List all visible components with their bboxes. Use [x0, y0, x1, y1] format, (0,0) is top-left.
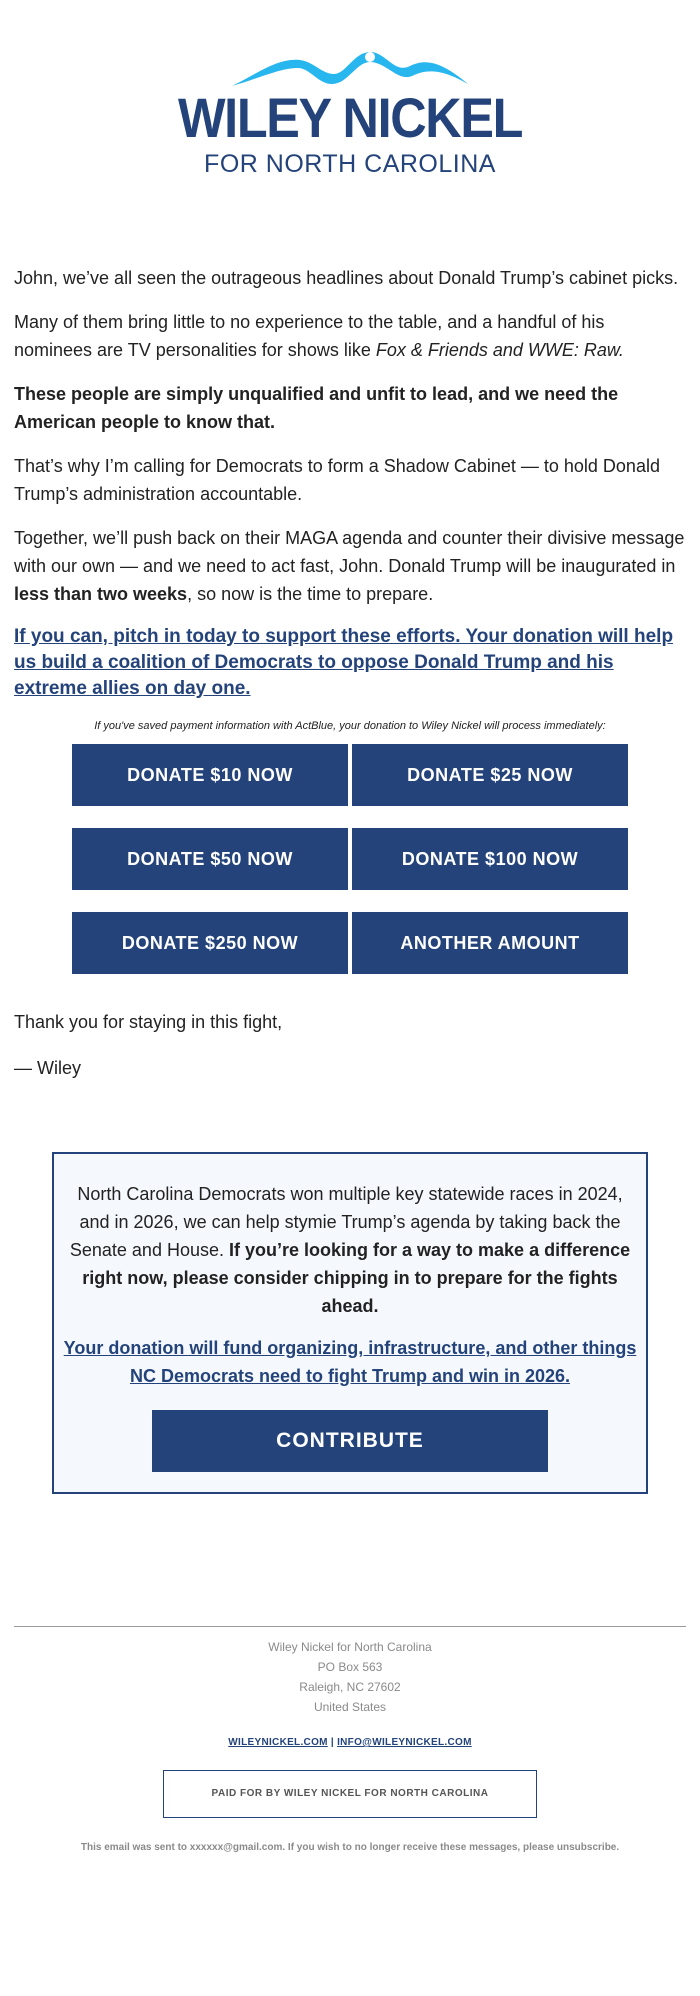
donate-100-button[interactable]: DONATE $100 NOW: [352, 828, 628, 890]
donation-cta-link[interactable]: If you can, pitch in today to support these efforts. Your donation will help us build a coalition of Democrats to oppose Donald Trump and his extreme allies on day one.: [14, 626, 674, 699]
actblue-note: If you've saved payment information with ActBlue, your donation to Wiley Nickel will process immediately:: [94, 720, 606, 732]
donate-10-button[interactable]: DONATE $10 NOW: [72, 744, 348, 806]
donate-250-button[interactable]: DONATE $250 NOW: [72, 912, 348, 974]
paragraph-shadow-cabinet: That’s why I’m calling for Democrats to form a Shadow Cabinet — to hold Donald Trump’s administration accountable.: [14, 456, 660, 504]
box-lead-bold: If you’re looking for a way to make a difference right now, please consider chipping in to prepare for the fights ahead.: [82, 1240, 631, 1316]
footer-city: Raleigh, NC 27602: [299, 1680, 401, 1694]
website-link[interactable]: WILEYNICKEL.COM: [228, 1737, 328, 1748]
logo-subtitle: FOR NORTH CAROLINA: [204, 150, 496, 178]
paragraph-unqualified: These people are simply unqualified and unfit to lead, and we need the American people to know that.: [14, 384, 619, 432]
footer-org: Wiley Nickel for North Carolina: [268, 1640, 432, 1654]
logo: [7, 0, 693, 184]
paragraph-nominees-text: Many of them bring little to no experience to the table, and a handful of his nominees are TV personalities for shows like: [14, 312, 605, 360]
donate-button-grid: [72, 744, 628, 974]
unsubscribe-note[interactable]: This email was sent to xxxxxx@gmail.com. If you wish to no longer receive these messages, please unsubscribe.: [80, 1842, 620, 1853]
donate-25-button[interactable]: DONATE $25 NOW: [352, 744, 628, 806]
email-body: [7, 264, 693, 702]
paragraph-maga-end: , so now is the time to prepare.: [187, 584, 434, 604]
logo-title: WILEY NICKEL: [177, 86, 523, 149]
email-link[interactable]: INFO@WILEYNICKEL.COM: [337, 1737, 472, 1748]
footer-address: [7, 1637, 693, 1717]
footer-separator: |: [330, 1737, 334, 1748]
paragraph-nominees: [14, 308, 686, 364]
shows-italic: Fox & Friends and WWE: Raw.: [375, 340, 624, 360]
signature: — Wiley: [14, 1058, 81, 1078]
closing: [7, 1008, 693, 1082]
footer-country: United States: [313, 1700, 387, 1714]
footer-po-box: PO Box 563: [317, 1660, 383, 1674]
donate-50-button[interactable]: DONATE $50 NOW: [72, 828, 348, 890]
paragraph-maga-text: Together, we’ll push back on their MAGA agenda and counter their divisive message with our own — and we need to act fast, John. Donald Trump will be inaugurated in: [14, 528, 685, 576]
box-lead-text: North Carolina Democrats won multiple key statewide races in 2024, and in 2026, we can help stymie Trump’s agenda by taking back the Senate and House.: [69, 1184, 623, 1260]
another-amount-button[interactable]: ANOTHER AMOUNT: [352, 912, 628, 974]
paid-for-disclaimer: PAID FOR BY WILEY NICKEL FOR NORTH CAROLINA: [163, 1770, 537, 1818]
paragraph-maga: [14, 524, 686, 608]
footer-divider: [14, 1626, 686, 1627]
footer-links: [7, 1737, 693, 1748]
contribute-box: [52, 1152, 648, 1494]
paragraph-intro: John, we’ve all seen the outrageous headlines about Donald Trump’s cabinet picks.: [14, 268, 679, 288]
box-donation-link[interactable]: Your donation will fund organizing, infrastructure, and other things NC Democrats need to fight Trump and win in 2026.: [63, 1338, 637, 1386]
thanks-line: Thank you for staying in this fight,: [14, 1012, 283, 1032]
box-lead: [60, 1180, 640, 1320]
deadline-bold: less than two weeks: [14, 584, 188, 604]
contribute-button[interactable]: CONTRIBUTE: [152, 1410, 548, 1472]
email-container: [7, 0, 693, 1853]
